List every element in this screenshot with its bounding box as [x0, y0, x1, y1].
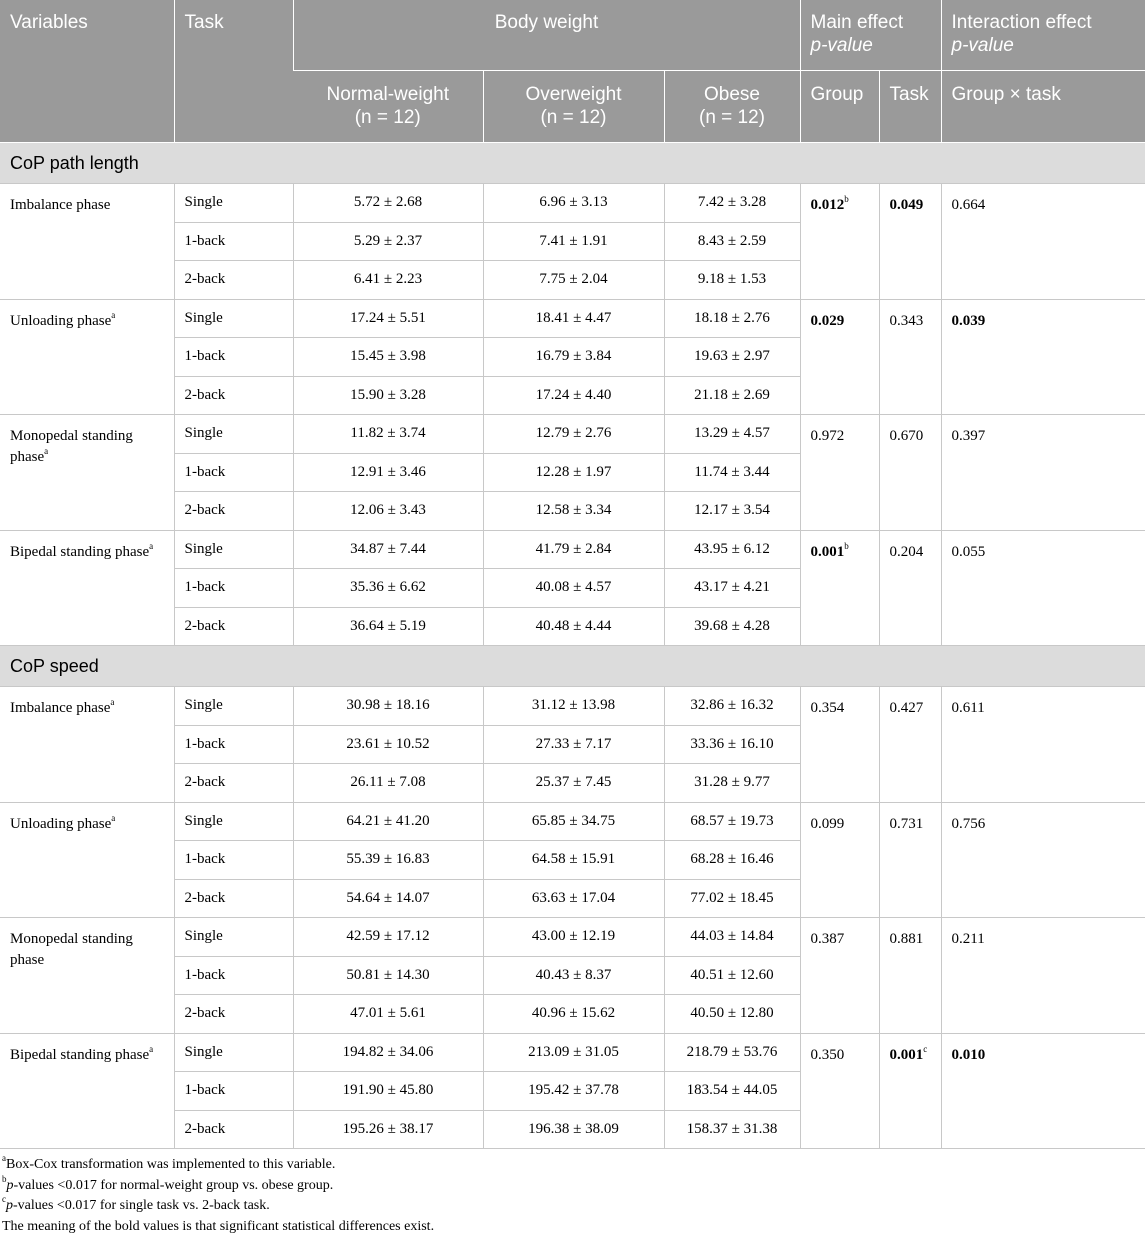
- normal-weight-value: 64.21 ± 41.20: [293, 802, 483, 841]
- group-p-value: 0.350: [811, 1047, 845, 1063]
- footnote-text: -values <0.017 for single task vs. 2-back task.: [13, 1198, 270, 1213]
- obese-value: 39.68 ± 4.28: [664, 607, 800, 646]
- interaction-p-value-cell: [941, 687, 1145, 803]
- normal-weight-value: 194.82 ± 34.06: [293, 1033, 483, 1072]
- task-p-value: 0.881: [890, 931, 924, 947]
- normal-weight-value: 55.39 ± 16.83: [293, 841, 483, 880]
- group-p-value-cell: [800, 802, 879, 918]
- group-p-value: 0.387: [811, 931, 845, 947]
- group-p-value: 0.972: [811, 428, 845, 444]
- obese-value: 43.17 ± 4.21: [664, 569, 800, 608]
- variable-name: Bipedal standing phase: [10, 1047, 149, 1063]
- obese-value: 9.18 ± 1.53: [664, 261, 800, 300]
- overweight-value: 41.79 ± 2.84: [483, 530, 664, 569]
- variable-name-cell: [0, 918, 174, 1034]
- variable-name-cell: [0, 415, 174, 531]
- table-row: [0, 1033, 1145, 1072]
- header-group-x-task: Group × task: [941, 71, 1145, 143]
- group-p-value-cell: [800, 530, 879, 646]
- task-p-value: 0.731: [890, 816, 924, 832]
- table-row: [0, 918, 1145, 957]
- variable-name: Imbalance phase: [10, 197, 110, 213]
- obese-value: 40.50 ± 12.80: [664, 995, 800, 1034]
- section-title: CoP path length: [0, 143, 1145, 184]
- obese-value: 12.17 ± 3.54: [664, 492, 800, 531]
- overweight-value: 7.75 ± 2.04: [483, 261, 664, 300]
- obese-value: 32.86 ± 16.32: [664, 687, 800, 726]
- overweight-value: 18.41 ± 4.47: [483, 299, 664, 338]
- overweight-value: 6.96 ± 3.13: [483, 184, 664, 223]
- task-cell: Single: [174, 918, 293, 957]
- obese-value: 40.51 ± 12.60: [664, 956, 800, 995]
- variable-name-cell: [0, 802, 174, 918]
- task-cell: 1-back: [174, 1072, 293, 1111]
- variable-footnote-mark: a: [111, 310, 115, 320]
- obese-value: 218.79 ± 53.76: [664, 1033, 800, 1072]
- variable-name: Monopedal standing phase: [10, 931, 133, 968]
- interaction-p-value-cell: [941, 299, 1145, 415]
- task-p-value-cell: [879, 184, 941, 300]
- footnote: [2, 1217, 1142, 1237]
- task-cell: 2-back: [174, 879, 293, 918]
- footnote-text: Box-Cox transformation was implemented to this variable.: [6, 1157, 335, 1172]
- footnote: [2, 1196, 1142, 1217]
- variable-footnote-mark: a: [111, 813, 115, 823]
- overweight-value: 43.00 ± 12.19: [483, 918, 664, 957]
- header-normal-weight: Normal-weight (n = 12): [293, 71, 483, 143]
- task-cell: 1-back: [174, 569, 293, 608]
- obese-value: 44.03 ± 14.84: [664, 918, 800, 957]
- task-cell: Single: [174, 1033, 293, 1072]
- header-interaction-effect: Interaction effect p-value: [941, 0, 1145, 71]
- normal-weight-value: 12.06 ± 3.43: [293, 492, 483, 531]
- header-obese: Obese (n = 12): [664, 71, 800, 143]
- obese-value: 68.28 ± 16.46: [664, 841, 800, 880]
- task-cell: 2-back: [174, 261, 293, 300]
- table-row: [0, 530, 1145, 569]
- normal-weight-value: 36.64 ± 5.19: [293, 607, 483, 646]
- header-task-effect: Task: [879, 71, 941, 143]
- footnote-p: p: [6, 1198, 13, 1213]
- task-cell: 1-back: [174, 956, 293, 995]
- normal-weight-value: 5.29 ± 2.37: [293, 222, 483, 261]
- task-cell: Single: [174, 802, 293, 841]
- overweight-value: 16.79 ± 3.84: [483, 338, 664, 377]
- interaction-p-value: 0.397: [952, 428, 986, 444]
- normal-weight-value: 11.82 ± 3.74: [293, 415, 483, 454]
- table-body: [0, 143, 1145, 1149]
- variable-footnote-mark: a: [149, 1044, 153, 1054]
- interaction-p-value-cell: [941, 184, 1145, 300]
- task-cell: 1-back: [174, 725, 293, 764]
- group-p-value-cell: [800, 918, 879, 1034]
- obese-value: 19.63 ± 2.97: [664, 338, 800, 377]
- obese-value: 13.29 ± 4.57: [664, 415, 800, 454]
- normal-weight-value: 26.11 ± 7.08: [293, 764, 483, 803]
- footnote-p: p: [7, 1178, 14, 1193]
- obese-value: 21.18 ± 2.69: [664, 376, 800, 415]
- normal-weight-value: 15.45 ± 3.98: [293, 338, 483, 377]
- table-row: [0, 415, 1145, 454]
- overweight-value: 12.28 ± 1.97: [483, 453, 664, 492]
- task-p-value: 0.343: [890, 313, 924, 329]
- task-p-value-cell: [879, 918, 941, 1034]
- table-header: [0, 0, 1145, 143]
- task-p-value-cell: [879, 687, 941, 803]
- normal-weight-value: 195.26 ± 38.17: [293, 1110, 483, 1149]
- section-row: [0, 646, 1145, 687]
- overweight-value: 7.41 ± 1.91: [483, 222, 664, 261]
- interaction-p-value: 0.055: [952, 544, 986, 560]
- footnote-mark: b: [2, 1174, 7, 1184]
- task-p-value: 0.427: [890, 700, 924, 716]
- group-p-value-cell: [800, 687, 879, 803]
- task-p-value-cell: [879, 415, 941, 531]
- overweight-value: 196.38 ± 38.09: [483, 1110, 664, 1149]
- group-p-value-cell: [800, 1033, 879, 1149]
- variable-name-cell: [0, 299, 174, 415]
- obese-value: 43.95 ± 6.12: [664, 530, 800, 569]
- overweight-value: 195.42 ± 37.78: [483, 1072, 664, 1111]
- interaction-p-value: 0.211: [952, 931, 985, 947]
- group-p-value-cell: [800, 415, 879, 531]
- obese-value: 7.42 ± 3.28: [664, 184, 800, 223]
- section-title: CoP speed: [0, 646, 1145, 687]
- task-p-value-cell: [879, 299, 941, 415]
- footnote-text: The meaning of the bold values is that significant statistical differences exist.: [2, 1219, 434, 1234]
- table-row: [0, 687, 1145, 726]
- variable-name: Monopedal standing phase: [10, 428, 133, 465]
- variable-name: Bipedal standing phase: [10, 544, 149, 560]
- overweight-value: 17.24 ± 4.40: [483, 376, 664, 415]
- normal-weight-value: 30.98 ± 18.16: [293, 687, 483, 726]
- obese-value: 77.02 ± 18.45: [664, 879, 800, 918]
- overweight-value: 31.12 ± 13.98: [483, 687, 664, 726]
- footnote: [2, 1155, 1142, 1176]
- normal-weight-value: 47.01 ± 5.61: [293, 995, 483, 1034]
- obese-value: 183.54 ± 44.05: [664, 1072, 800, 1111]
- group-p-value-cell: [800, 184, 879, 300]
- task-cell: Single: [174, 415, 293, 454]
- task-cell: 2-back: [174, 607, 293, 646]
- header-group: Group: [800, 71, 879, 143]
- normal-weight-value: 54.64 ± 14.07: [293, 879, 483, 918]
- task-cell: 1-back: [174, 338, 293, 377]
- variable-name-cell: [0, 1033, 174, 1149]
- normal-weight-value: 191.90 ± 45.80: [293, 1072, 483, 1111]
- overweight-value: 64.58 ± 15.91: [483, 841, 664, 880]
- obese-value: 31.28 ± 9.77: [664, 764, 800, 803]
- obese-value: 18.18 ± 2.76: [664, 299, 800, 338]
- normal-weight-value: 17.24 ± 5.51: [293, 299, 483, 338]
- task-cell: 2-back: [174, 492, 293, 531]
- interaction-p-value: 0.664: [952, 197, 986, 213]
- task-p-value: 0.670: [890, 428, 924, 444]
- interaction-p-value-cell: [941, 918, 1145, 1034]
- normal-weight-value: 12.91 ± 3.46: [293, 453, 483, 492]
- group-p-value: 0.012: [811, 197, 845, 213]
- variable-name-cell: [0, 184, 174, 300]
- footnote-mark: c: [2, 1194, 6, 1204]
- header-overweight: Overweight (n = 12): [483, 71, 664, 143]
- variable-footnote-mark: a: [110, 697, 114, 707]
- group-p-footnote-mark: b: [844, 194, 849, 204]
- header-body-weight: Body weight: [293, 0, 800, 71]
- table-row: [0, 299, 1145, 338]
- task-p-value: 0.001: [890, 1047, 924, 1063]
- task-p-value-cell: [879, 1033, 941, 1149]
- overweight-value: 213.09 ± 31.05: [483, 1033, 664, 1072]
- overweight-value: 40.48 ± 4.44: [483, 607, 664, 646]
- variable-footnote-mark: a: [149, 541, 153, 551]
- task-cell: 2-back: [174, 764, 293, 803]
- section-row: [0, 143, 1145, 184]
- task-cell: Single: [174, 184, 293, 223]
- normal-weight-value: 6.41 ± 2.23: [293, 261, 483, 300]
- group-p-value: 0.354: [811, 700, 845, 716]
- footnote-mark: a: [2, 1153, 6, 1163]
- group-p-value: 0.099: [811, 816, 845, 832]
- obese-value: 33.36 ± 16.10: [664, 725, 800, 764]
- normal-weight-value: 35.36 ± 6.62: [293, 569, 483, 608]
- table-row: [0, 184, 1145, 223]
- obese-value: 11.74 ± 3.44: [664, 453, 800, 492]
- group-p-value: 0.001: [811, 544, 845, 560]
- task-p-value-cell: [879, 802, 941, 918]
- header-task: Task: [174, 0, 293, 143]
- interaction-p-value: 0.010: [952, 1047, 986, 1063]
- overweight-value: 27.33 ± 7.17: [483, 725, 664, 764]
- task-cell: 2-back: [174, 1110, 293, 1149]
- task-cell: Single: [174, 530, 293, 569]
- overweight-value: 12.79 ± 2.76: [483, 415, 664, 454]
- normal-weight-value: 5.72 ± 2.68: [293, 184, 483, 223]
- task-p-value: 0.049: [890, 197, 924, 213]
- variable-footnote-mark: a: [44, 446, 48, 456]
- task-cell: 2-back: [174, 995, 293, 1034]
- group-p-footnote-mark: b: [844, 541, 849, 551]
- overweight-value: 25.37 ± 7.45: [483, 764, 664, 803]
- task-p-value: 0.204: [890, 544, 924, 560]
- task-p-footnote-mark: c: [923, 1044, 927, 1054]
- interaction-p-value-cell: [941, 802, 1145, 918]
- overweight-value: 40.43 ± 8.37: [483, 956, 664, 995]
- obese-value: 158.37 ± 31.38: [664, 1110, 800, 1149]
- variable-name: Unloading phase: [10, 816, 111, 832]
- normal-weight-value: 34.87 ± 7.44: [293, 530, 483, 569]
- obese-value: 8.43 ± 2.59: [664, 222, 800, 261]
- variable-name: Imbalance phase: [10, 700, 110, 716]
- task-cell: Single: [174, 299, 293, 338]
- task-cell: 1-back: [174, 841, 293, 880]
- footnote: [2, 1176, 1142, 1197]
- interaction-p-value-cell: [941, 530, 1145, 646]
- overweight-value: 40.96 ± 15.62: [483, 995, 664, 1034]
- header-variables: Variables: [0, 0, 174, 143]
- interaction-p-value-cell: [941, 1033, 1145, 1149]
- normal-weight-value: 15.90 ± 3.28: [293, 376, 483, 415]
- task-cell: 1-back: [174, 222, 293, 261]
- task-p-value-cell: [879, 530, 941, 646]
- normal-weight-value: 23.61 ± 10.52: [293, 725, 483, 764]
- group-p-value: 0.029: [811, 313, 845, 329]
- overweight-value: 12.58 ± 3.34: [483, 492, 664, 531]
- task-cell: 1-back: [174, 453, 293, 492]
- variable-name-cell: [0, 687, 174, 803]
- overweight-value: 63.63 ± 17.04: [483, 879, 664, 918]
- table-row: [0, 802, 1145, 841]
- normal-weight-value: 42.59 ± 17.12: [293, 918, 483, 957]
- overweight-value: 65.85 ± 34.75: [483, 802, 664, 841]
- obese-value: 68.57 ± 19.73: [664, 802, 800, 841]
- footnotes: [2, 1155, 1142, 1237]
- group-p-value-cell: [800, 299, 879, 415]
- variable-name: Unloading phase: [10, 313, 111, 329]
- interaction-p-value-cell: [941, 415, 1145, 531]
- task-cell: Single: [174, 687, 293, 726]
- interaction-p-value: 0.039: [952, 313, 986, 329]
- footnote-text: -values <0.017 for normal-weight group vs. obese group.: [14, 1178, 334, 1193]
- normal-weight-value: 50.81 ± 14.30: [293, 956, 483, 995]
- interaction-p-value: 0.611: [952, 700, 985, 716]
- variable-name-cell: [0, 530, 174, 646]
- interaction-p-value: 0.756: [952, 816, 986, 832]
- header-main-effect: Main effect p-value: [800, 0, 941, 71]
- overweight-value: 40.08 ± 4.57: [483, 569, 664, 608]
- task-cell: 2-back: [174, 376, 293, 415]
